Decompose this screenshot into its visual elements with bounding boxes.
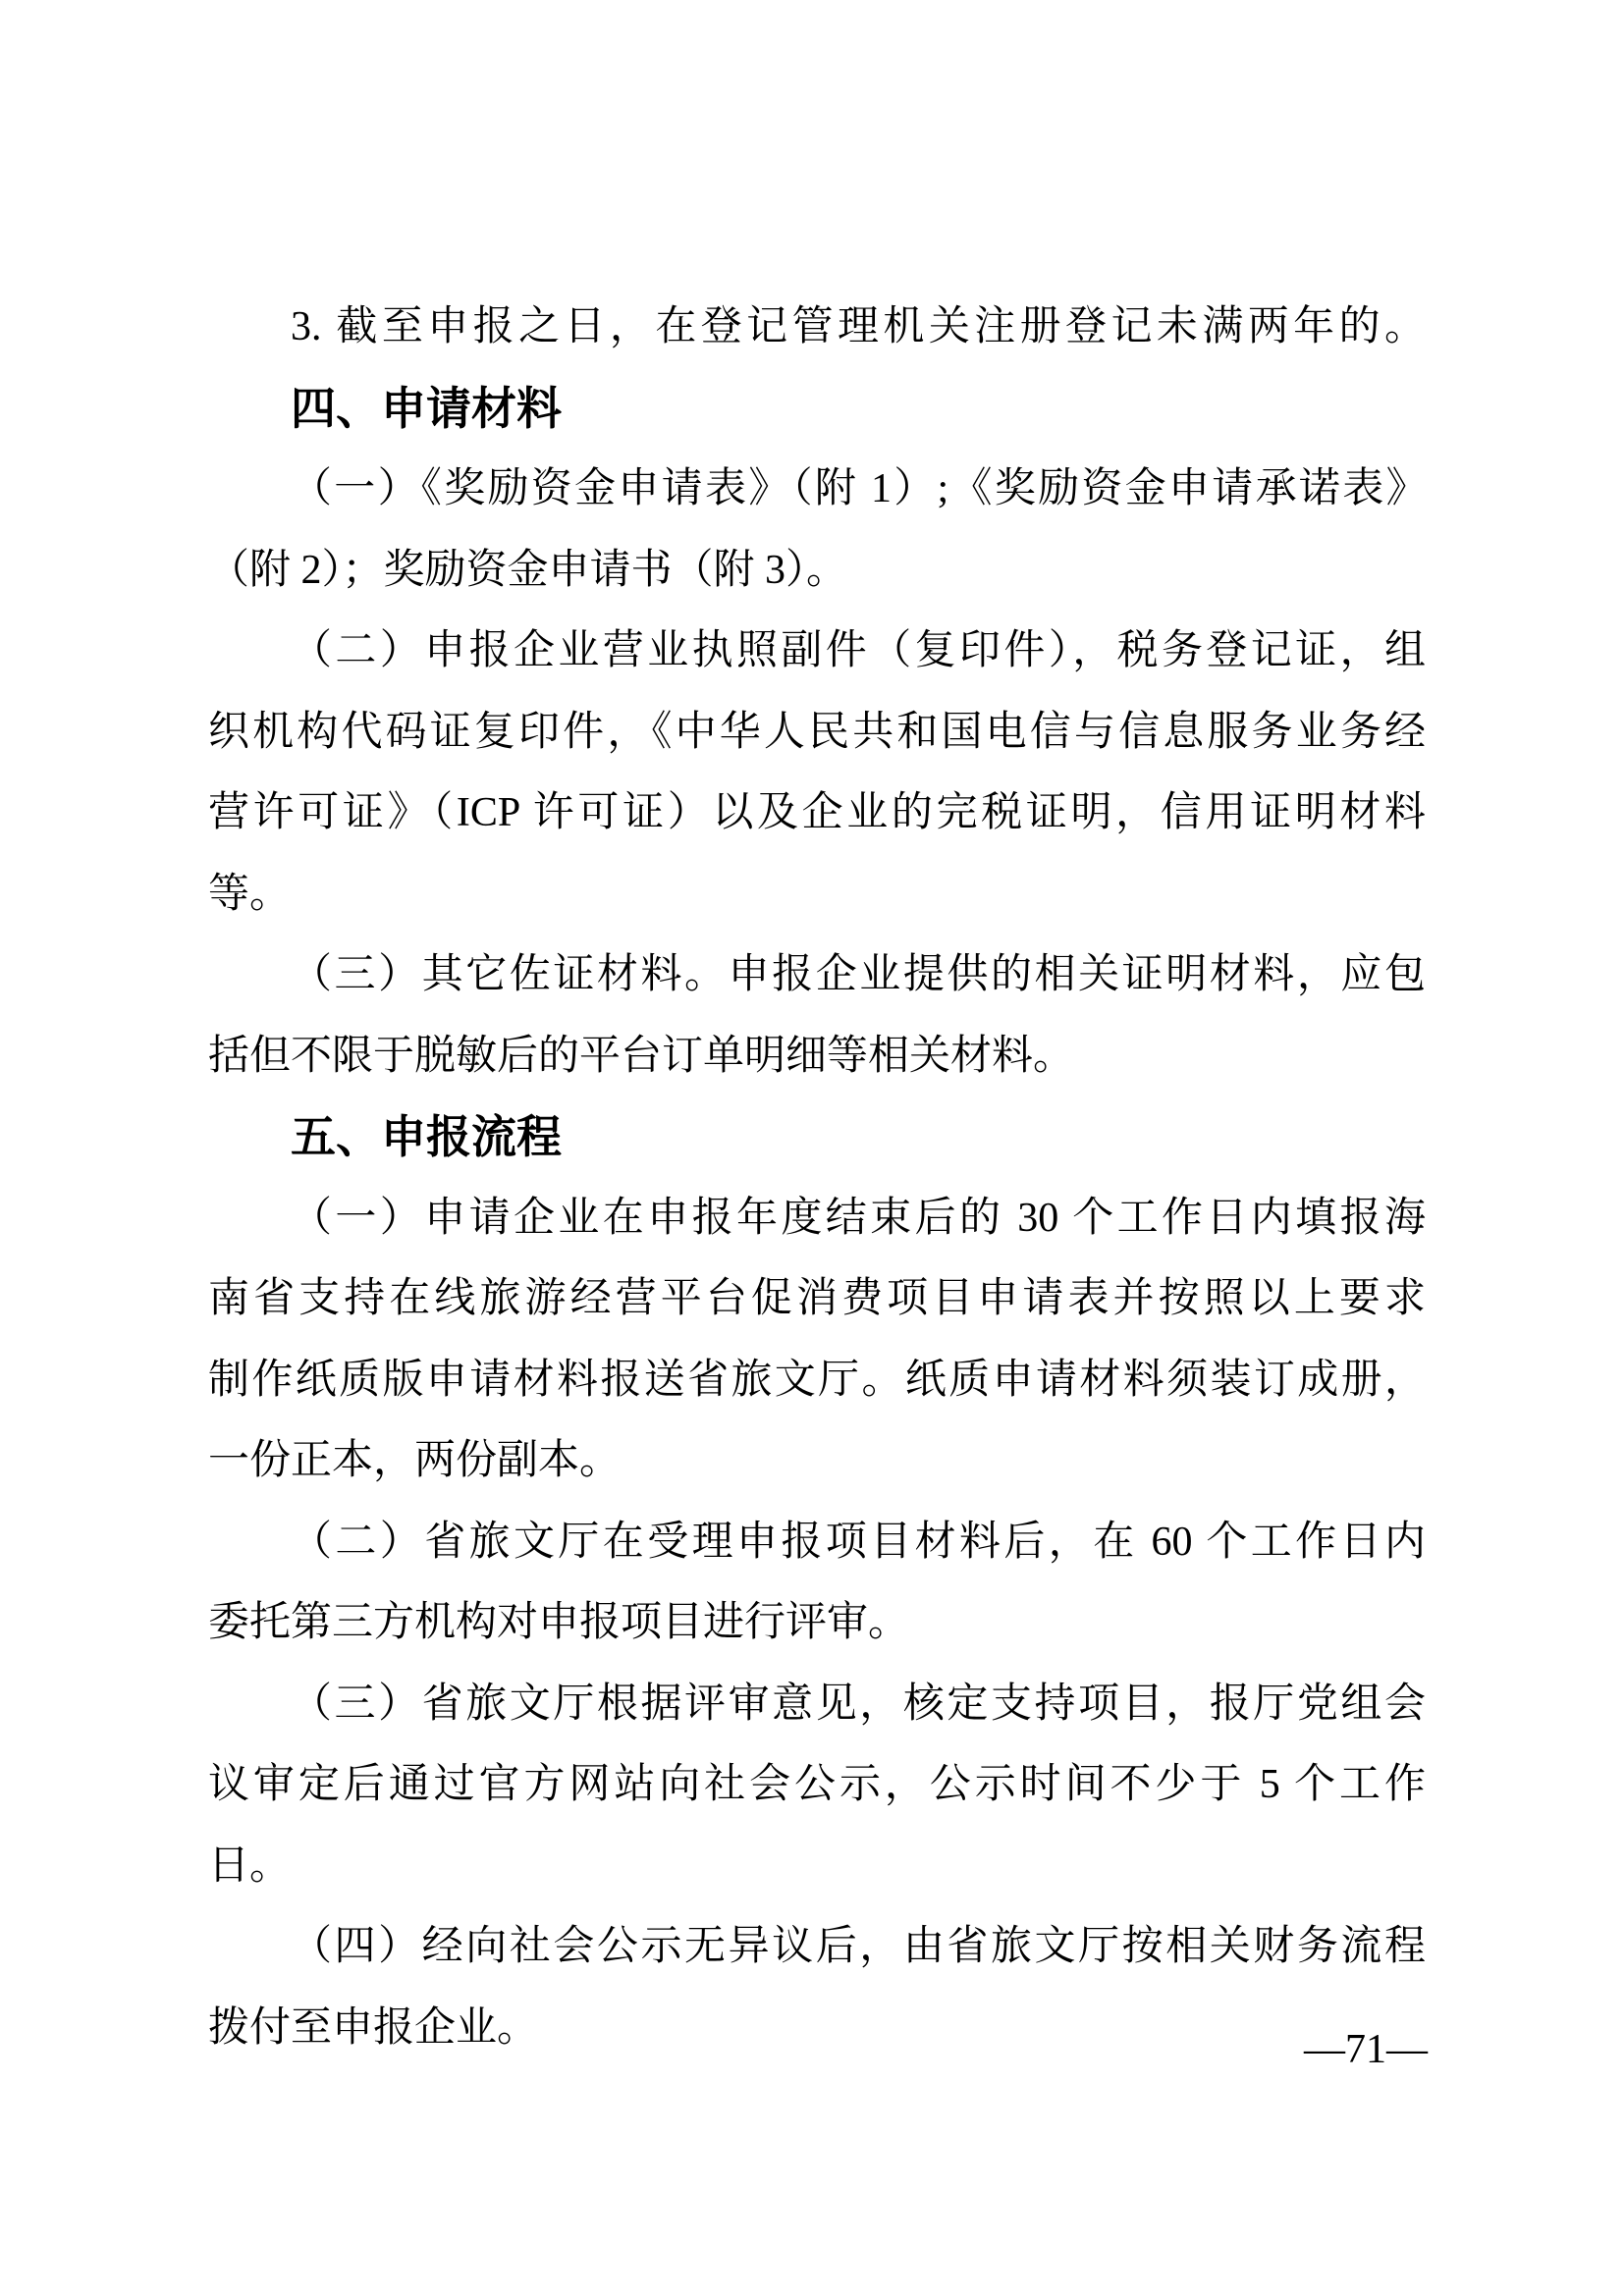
paragraph-line: 南省支持在线旅游经营平台促消费项目申请表并按照以上要求: [208, 1276, 1426, 1321]
paragraph-line: 委托第三方机构对申报项目进行评审。: [208, 1600, 910, 1645]
page-number: —71—: [1304, 2027, 1428, 2072]
paragraph-line: 制作纸质版申请材料报送省旅文厅。纸质申请材料须装订成册，: [208, 1357, 1426, 1403]
paragraph-line: 议审定后通过官方网站向社会公示，公示时间不少于 5 个工作: [208, 1762, 1426, 1807]
paragraph-line: （一）申请企业在申报年度结束后的 30 个工作日内填报海: [291, 1195, 1426, 1241]
paragraph-line: （附 2）；奖励资金申请书（附 3）。: [208, 547, 848, 593]
paragraph-line: 日。: [208, 1842, 292, 1889]
section-heading-application-materials: 四、申请材料: [291, 382, 562, 434]
paragraph-line: 一份正本，两份副本。: [208, 1438, 622, 1483]
paragraph-line: 3. 截至申报之日，在登记管理机关注册登记未满两年的。: [291, 304, 1426, 349]
paragraph-line: （二）申报企业营业执照副件（复印件），税务登记证，组: [291, 628, 1426, 673]
text-block: [208, 287, 1426, 2068]
paragraph-line: （三）省旅文厅根据评审意见，核定支持项目，报厅党组会: [291, 1681, 1426, 1727]
paragraph-line: （一）《奖励资金申请表》（附 1）;《奖励资金申请承诺表》: [291, 466, 1426, 511]
section-heading-application-process: 五、申报流程: [291, 1111, 562, 1162]
paragraph-line: 织机构代码证复印件，《中华人民共和国电信与信息服务业务经: [208, 709, 1426, 755]
paragraph-line: 括但不限于脱敏后的平台订单明细等相关材料。: [208, 1033, 1075, 1079]
paragraph-line: （四）经向社会公示无异议后，由省旅文厅按相关财务流程: [291, 1924, 1426, 1969]
paragraph-line: （二）省旅文厅在受理申报项目材料后，在 60 个工作日内: [291, 1519, 1426, 1565]
paragraph-line: 等。: [208, 871, 292, 917]
paragraph-line: 拨付至申报企业。: [208, 2004, 539, 2051]
paragraph-line: （三）其它佐证材料。申报企业提供的相关证明材料，应包: [291, 952, 1426, 997]
paragraph-line: 营许可证》（ICP 许可证）以及企业的完税证明，信用证明材料: [208, 790, 1426, 835]
